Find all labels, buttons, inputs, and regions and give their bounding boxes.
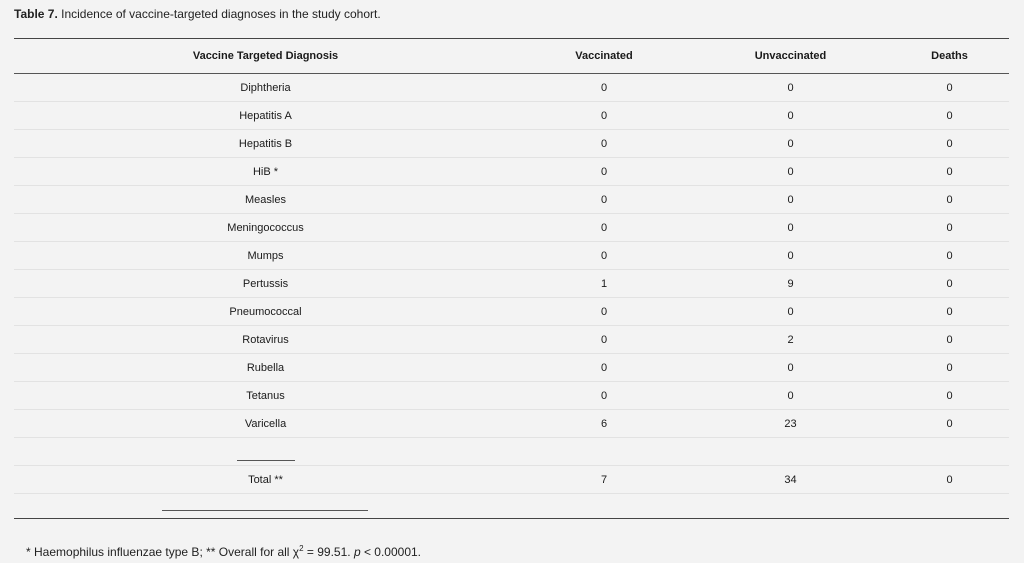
- footnote-part3: < 0.00001.: [360, 545, 422, 559]
- cell-unvaccinated: 0: [691, 102, 890, 130]
- cell-diagnosis: Pertussis: [14, 270, 517, 298]
- cell-unvaccinated: 0: [691, 158, 890, 186]
- table-row: [14, 298, 1009, 326]
- short-divider-line: [237, 460, 295, 461]
- cell-diagnosis: Varicella: [14, 410, 517, 438]
- header-diagnosis: Vaccine Targeted Diagnosis: [14, 39, 517, 74]
- table-row: [14, 186, 1009, 214]
- cell-unvaccinated: 23: [691, 410, 890, 438]
- separator-row: [14, 438, 1009, 466]
- cell-diagnosis: Diphtheria: [14, 74, 517, 102]
- cell-diagnosis: Mumps: [14, 242, 517, 270]
- cell-deaths: 0: [890, 298, 1009, 326]
- cell-vaccinated: 0: [517, 158, 691, 186]
- cell-deaths: 0: [890, 130, 1009, 158]
- table-row: [14, 214, 1009, 242]
- table-row: [14, 242, 1009, 270]
- table-row: [14, 158, 1009, 186]
- header-deaths: Deaths: [890, 39, 1009, 74]
- cell-diagnosis: Meningococcus: [14, 214, 517, 242]
- cell-vaccinated: 0: [517, 74, 691, 102]
- cell-vaccinated: 0: [517, 354, 691, 382]
- cell-deaths: 0: [890, 74, 1009, 102]
- cell-unvaccinated: 0: [691, 382, 890, 410]
- cell-unvaccinated: 0: [691, 354, 890, 382]
- caption-text: Incidence of vaccine-targeted diagnoses in the study cohort.: [57, 7, 381, 21]
- cell-diagnosis: Tetanus: [14, 382, 517, 410]
- cell-diagnosis: Hepatitis A: [14, 102, 517, 130]
- table-row: [14, 354, 1009, 382]
- cell-diagnosis: Hepatitis B: [14, 130, 517, 158]
- cell-unvaccinated: 0: [691, 186, 890, 214]
- cell-vaccinated: 1: [517, 270, 691, 298]
- cell-unvaccinated: 0: [691, 298, 890, 326]
- table-row: [14, 102, 1009, 130]
- cell-diagnosis: Pneumococcal: [14, 298, 517, 326]
- long-divider-line: [162, 510, 368, 511]
- cell-deaths: 0: [890, 186, 1009, 214]
- cell-diagnosis: Measles: [14, 186, 517, 214]
- table-row: [14, 382, 1009, 410]
- table-row: [14, 74, 1009, 102]
- table-row: [14, 326, 1009, 354]
- cell-vaccinated: 0: [517, 298, 691, 326]
- header-unvaccinated: Unvaccinated: [691, 39, 890, 74]
- table-header-row: [14, 39, 1009, 74]
- table-footnote: [26, 541, 421, 560]
- cell-diagnosis: HiB *: [14, 158, 517, 186]
- cell-diagnosis: Rubella: [14, 354, 517, 382]
- separator-cell: [14, 438, 517, 466]
- table-row: [14, 130, 1009, 158]
- cell-deaths: 0: [890, 158, 1009, 186]
- cell-vaccinated: 0: [517, 242, 691, 270]
- total-row: [14, 466, 1009, 494]
- cell-vaccinated: 0: [517, 102, 691, 130]
- cell-deaths: 0: [890, 410, 1009, 438]
- table-caption: [14, 6, 381, 22]
- cell-deaths: 0: [890, 214, 1009, 242]
- cell-deaths: 0: [890, 326, 1009, 354]
- cell-deaths: 0: [890, 242, 1009, 270]
- cell-diagnosis: Rotavirus: [14, 326, 517, 354]
- cell-vaccinated: 0: [517, 382, 691, 410]
- cell-deaths: 0: [890, 382, 1009, 410]
- footnote-superscript: 2: [299, 544, 304, 553]
- cell-unvaccinated: 0: [691, 130, 890, 158]
- cell-unvaccinated: 0: [691, 214, 890, 242]
- cell-vaccinated: 0: [517, 326, 691, 354]
- cell-deaths: 0: [890, 270, 1009, 298]
- cell-deaths: 0: [890, 354, 1009, 382]
- cell-total-label: Total **: [14, 466, 517, 494]
- table-row: [14, 410, 1009, 438]
- cell-total-unvaccinated: 34: [691, 466, 890, 494]
- table-container: [14, 38, 1009, 494]
- caption-label: Table 7.: [14, 7, 58, 21]
- cell-vaccinated: 6: [517, 410, 691, 438]
- data-table: [14, 39, 1009, 494]
- table-row: [14, 270, 1009, 298]
- cell-vaccinated: 0: [517, 186, 691, 214]
- footnote-p: p: [353, 545, 361, 559]
- cell-vaccinated: 0: [517, 130, 691, 158]
- cell-unvaccinated: 2: [691, 326, 890, 354]
- cell-unvaccinated: 0: [691, 242, 890, 270]
- footnote-part2: = 99.51.: [303, 545, 354, 559]
- table-bottom-rule: [14, 518, 1009, 519]
- cell-deaths: 0: [890, 102, 1009, 130]
- header-vaccinated: Vaccinated: [517, 39, 691, 74]
- cell-total-deaths: 0: [890, 466, 1009, 494]
- footnote-part1: * Haemophilus influenzae type B; ** Overall for all χ: [26, 545, 300, 559]
- cell-unvaccinated: 0: [691, 74, 890, 102]
- cell-unvaccinated: 9: [691, 270, 890, 298]
- cell-total-vaccinated: 7: [517, 466, 691, 494]
- cell-vaccinated: 0: [517, 214, 691, 242]
